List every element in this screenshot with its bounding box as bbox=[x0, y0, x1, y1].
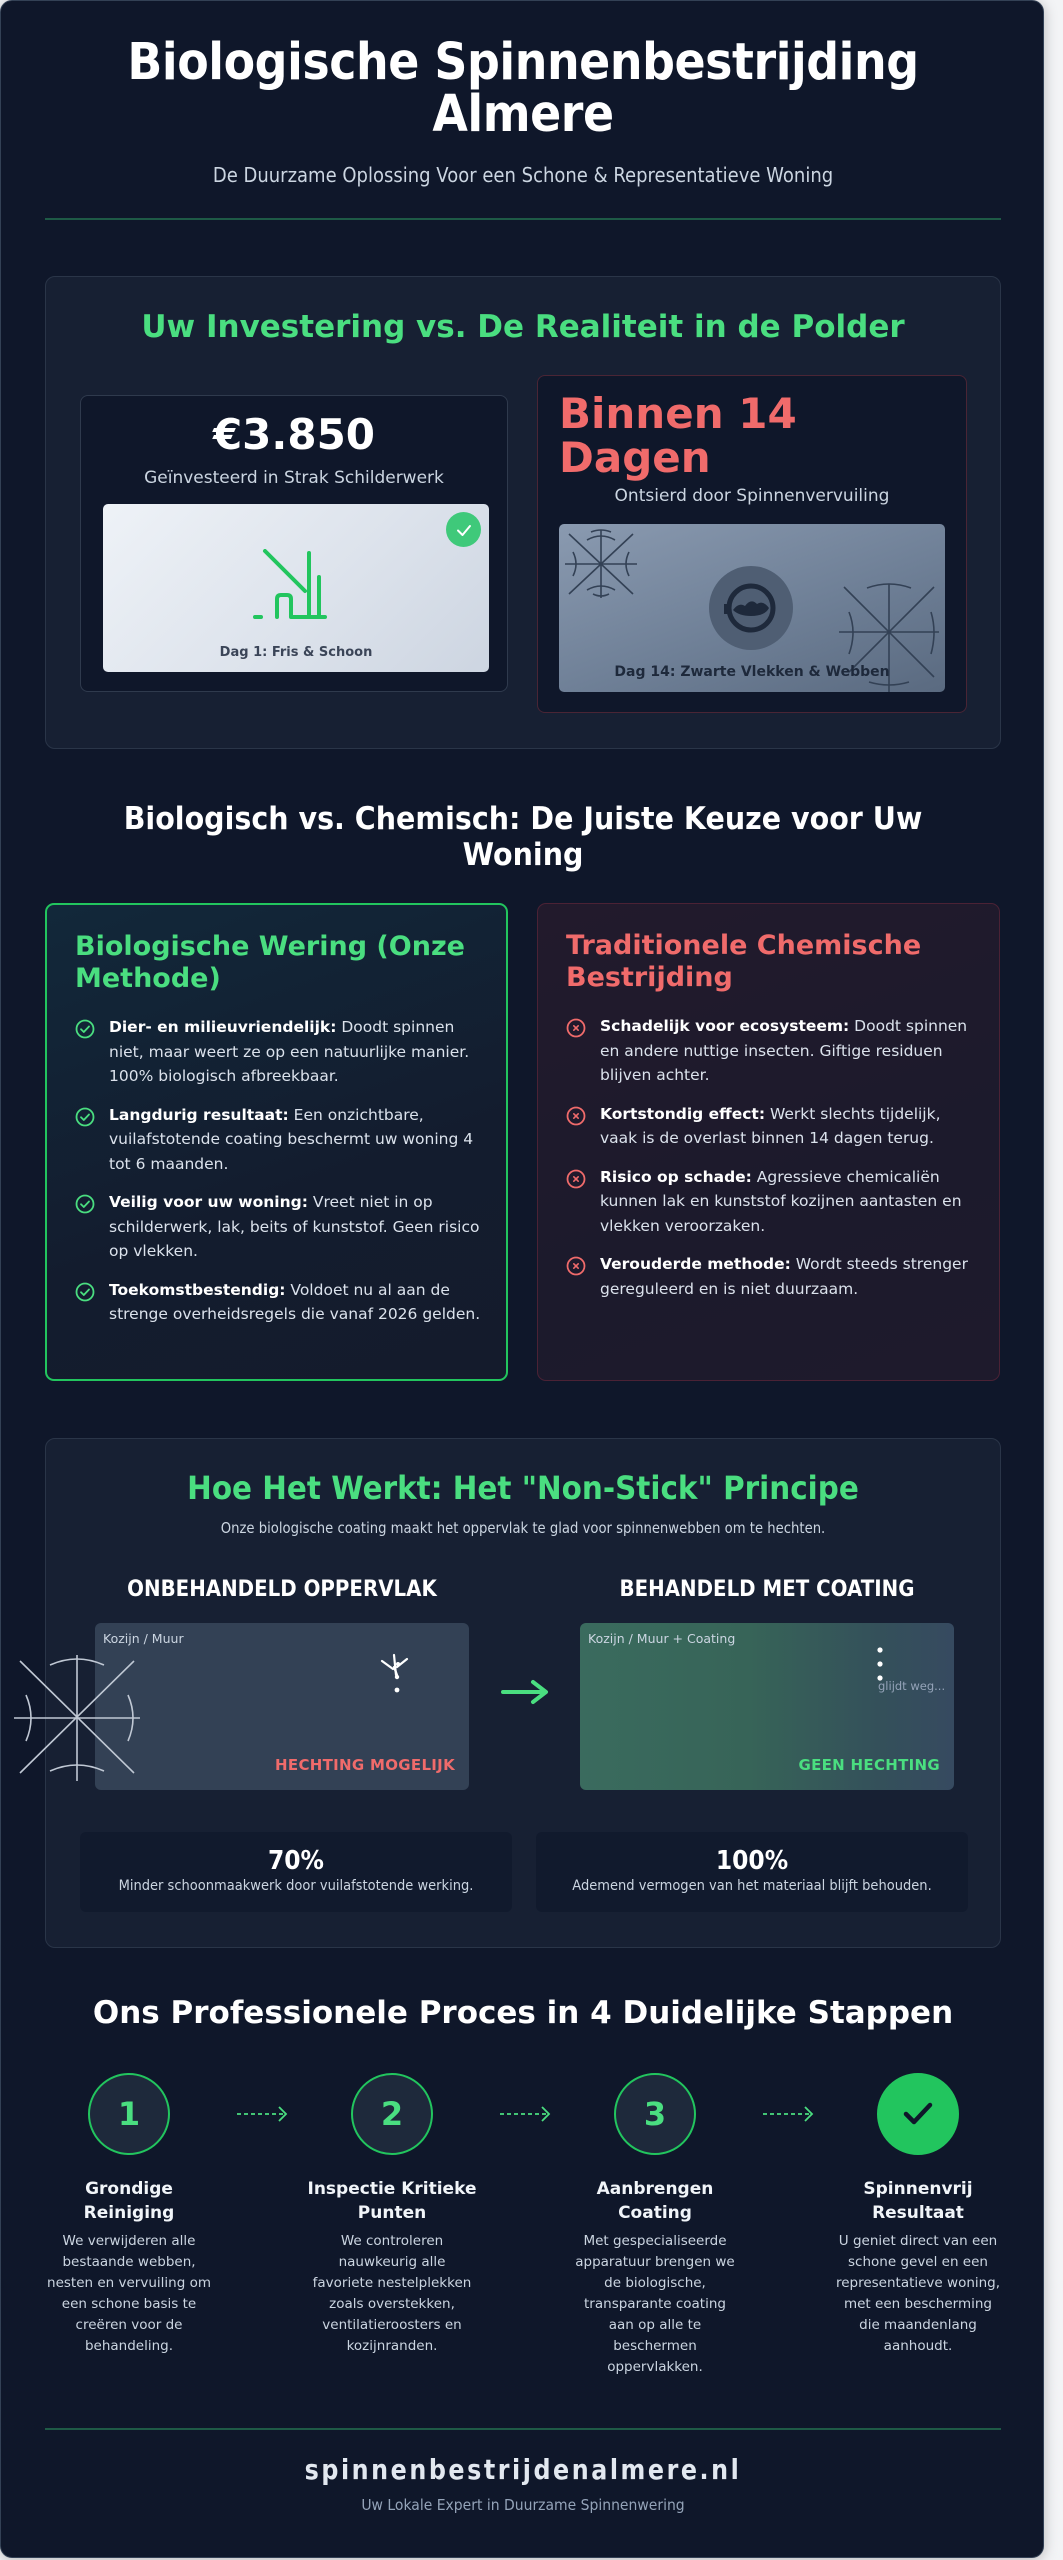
x-circle-icon bbox=[566, 1102, 600, 1151]
item-text: Agressieve chemicaliën kunnen lak en kunststof kozijnen aantasten en vlekken veroorzaken. bbox=[600, 1167, 962, 1235]
dashed-arrow-icon bbox=[235, 2104, 291, 2124]
item-text: Werkt slechts tijdelijk, vaak is de overlast binnen 14 dagen terug. bbox=[600, 1104, 941, 1147]
step-title: Grondige Reiniging bbox=[83, 2179, 175, 2223]
step-number: 1 bbox=[88, 2073, 170, 2155]
how-it-works-section bbox=[45, 1438, 1001, 1948]
page-title: Biologische Spinnenbestrijding Almere bbox=[127, 33, 919, 144]
dashed-arrow-icon bbox=[498, 2104, 554, 2124]
biological-heading: Biologische Wering (Onze Methode) bbox=[75, 931, 465, 994]
process-step-2 bbox=[307, 2073, 477, 2357]
list-item bbox=[566, 1165, 976, 1239]
untreated-label: ONBEHANDELD OPPERVLAK bbox=[127, 1577, 437, 1602]
item-bold: Toekomstbestendig: bbox=[109, 1280, 286, 1299]
adhesion-possible-status: HECHTING MOGELIJK bbox=[275, 1756, 455, 1774]
slide-note: glijdt weg... bbox=[878, 1679, 946, 1693]
header-divider bbox=[45, 218, 1001, 220]
clean-wall-illustration bbox=[103, 504, 489, 672]
list-item bbox=[566, 1252, 976, 1301]
item-text: Voldoet nu al aan de strenge overheidsregels die vanaf 2026 gelden. bbox=[109, 1280, 481, 1323]
stat-text: Ademend vermogen van het materiaal blijft behouden. bbox=[572, 1878, 932, 1894]
arrow-right-icon bbox=[501, 1679, 551, 1705]
day1-label: Dag 1: Fris & Schoon bbox=[219, 645, 373, 660]
dirt-stain-circle bbox=[709, 566, 793, 650]
step-title: Aanbrengen Coating bbox=[596, 2179, 714, 2223]
step-description: We verwijderen alle bestaande webben, nesten en vervuiling om een schone basis te creëren voor de behandeling. bbox=[47, 2233, 211, 2354]
x-circle-icon bbox=[566, 1165, 600, 1239]
biological-card bbox=[45, 903, 508, 1381]
surface-label: Kozijn / Muur + Coating bbox=[588, 1631, 736, 1646]
step-title: Inspectie Kritieke Punten bbox=[307, 2179, 477, 2223]
x-circle-icon bbox=[566, 1252, 600, 1301]
process-step-4 bbox=[833, 2073, 1003, 2357]
step-description: U geniet direct van een schone gevel en een representatieve woning, met een bescherming die maandenlang aanhoudt. bbox=[835, 2233, 1001, 2354]
item-text: Een onzichtbare, vuilafstotende coating beschermt uw woning 4 tot 6 maanden. bbox=[109, 1105, 474, 1173]
process-step-3 bbox=[570, 2073, 740, 2378]
how-title: Hoe Het Werkt: Het "Non-Stick" Principe bbox=[187, 1469, 859, 1507]
reality-card bbox=[537, 375, 967, 713]
spider-web-icon bbox=[563, 528, 639, 600]
list-item bbox=[566, 1102, 976, 1151]
footer-divider bbox=[45, 2428, 1001, 2430]
list-item bbox=[75, 1278, 485, 1327]
day14-label: Dag 14: Zwarte Vlekken & Webben bbox=[614, 664, 890, 680]
investment-title: Uw Investering vs. De Realiteit in de Polder bbox=[141, 309, 905, 345]
item-bold: Verouderde methode: bbox=[600, 1255, 791, 1273]
stat-value: 100% bbox=[715, 1846, 789, 1876]
biological-list bbox=[75, 1015, 485, 1341]
reality-headline: Binnen 14 Dagen bbox=[559, 389, 797, 482]
check-circle-icon bbox=[75, 1190, 109, 1264]
item-text: Wordt steeds strenger gereguleerd en is niet duurzaam. bbox=[600, 1255, 968, 1298]
item-bold: Schadelijk voor ecosysteem: bbox=[600, 1017, 850, 1035]
item-bold: Veilig voor uw woning: bbox=[109, 1193, 308, 1211]
house-clean-icon bbox=[253, 549, 333, 624]
comparison-title: Biologisch vs. Chemisch: De Juiste Keuze voor Uw Woning bbox=[123, 801, 923, 873]
item-text: Doodt spinnen en andere nuttige insecten. Giftige residuen blijven achter. bbox=[600, 1017, 968, 1084]
stat-card bbox=[536, 1832, 968, 1912]
item-bold: Risico op schade: bbox=[600, 1167, 752, 1186]
reality-caption: Ontsierd door Spinnenvervuiling bbox=[614, 486, 890, 506]
checkmark-icon bbox=[899, 2095, 937, 2133]
dirty-wall-illustration bbox=[559, 524, 945, 692]
step-number: 2 bbox=[351, 2073, 433, 2155]
check-icon bbox=[446, 512, 481, 547]
item-bold: Langdurig resultaat: bbox=[109, 1105, 289, 1124]
surface-label: Kozijn / Muur bbox=[103, 1631, 184, 1646]
step-title: Spinnenvrij Resultaat bbox=[863, 2179, 973, 2223]
step-complete-badge bbox=[877, 2073, 959, 2155]
stat-card bbox=[80, 1832, 512, 1912]
investment-card bbox=[80, 395, 508, 692]
website-link[interactable]: spinnenbestrijdenalmere.nl bbox=[304, 2453, 742, 2486]
list-item bbox=[75, 1190, 485, 1264]
treated-surface bbox=[580, 1623, 954, 1790]
list-item bbox=[566, 1014, 976, 1088]
chemical-card bbox=[537, 903, 1000, 1381]
treated-label: BEHANDELD MET COATING bbox=[619, 1577, 915, 1602]
investment-caption: Geïnvesteerd in Strak Schilderwerk bbox=[144, 468, 444, 488]
investment-amount: €3.850 bbox=[212, 410, 376, 459]
chemical-list bbox=[566, 1014, 976, 1315]
spider-icon bbox=[379, 1653, 413, 1697]
check-circle-icon bbox=[75, 1278, 109, 1327]
list-item bbox=[75, 1103, 485, 1177]
stat-text: Minder schoonmaakwerk door vuilafstotende werking. bbox=[118, 1878, 474, 1894]
how-subtitle: Onze biologische coating maakt het oppervlak te glad voor spinnenwebben om te hechten. bbox=[220, 1519, 826, 1537]
stat-value: 70% bbox=[267, 1846, 324, 1876]
step-number: 3 bbox=[614, 2073, 696, 2155]
check-circle-icon bbox=[75, 1015, 109, 1089]
dashed-arrow-icon bbox=[761, 2104, 817, 2124]
footer-tagline: Uw Lokale Expert in Duurzame Spinnenwering bbox=[361, 2496, 685, 2514]
item-text: Doodt spinnen niet, maar weert ze op een natuurlijke manier. 100% biologisch afbreekbaar. bbox=[109, 1018, 470, 1085]
untreated-surface bbox=[95, 1623, 469, 1790]
stain-icon bbox=[709, 566, 793, 650]
process-step-1 bbox=[44, 2073, 214, 2357]
no-adhesion-status: GEEN HECHTING bbox=[798, 1756, 940, 1774]
item-bold: Dier- en milieuvriendelijk: bbox=[109, 1018, 337, 1036]
step-description: Met gespecialiseerde apparatuur brengen we de biologische, transparante coating aan op alle te beschermen oppervlakken. bbox=[575, 2233, 735, 2375]
check-circle-icon bbox=[75, 1103, 109, 1177]
spider-web-overlay-icon bbox=[14, 1655, 140, 1781]
x-circle-icon bbox=[566, 1014, 600, 1088]
page-subtitle: De Duurzame Oplossing Voor een Schone & Representatieve Woning bbox=[212, 163, 834, 187]
step-description: We controleren nauwkeurig alle favoriete nestelplekken zoals overstekken, ventilatieroosters en kozijnranden. bbox=[312, 2233, 472, 2354]
list-item bbox=[75, 1015, 485, 1089]
item-text: Vreet niet in op schilderwerk, lak, beits of kunststof. Geen risico op vlekken. bbox=[109, 1193, 480, 1260]
item-bold: Kortstondig effect: bbox=[600, 1104, 766, 1123]
process-title: Ons Professionele Proces in 4 Duidelijke Stappen bbox=[92, 1995, 954, 2031]
chemical-heading: Traditionele Chemische Bestrijding bbox=[566, 930, 922, 993]
